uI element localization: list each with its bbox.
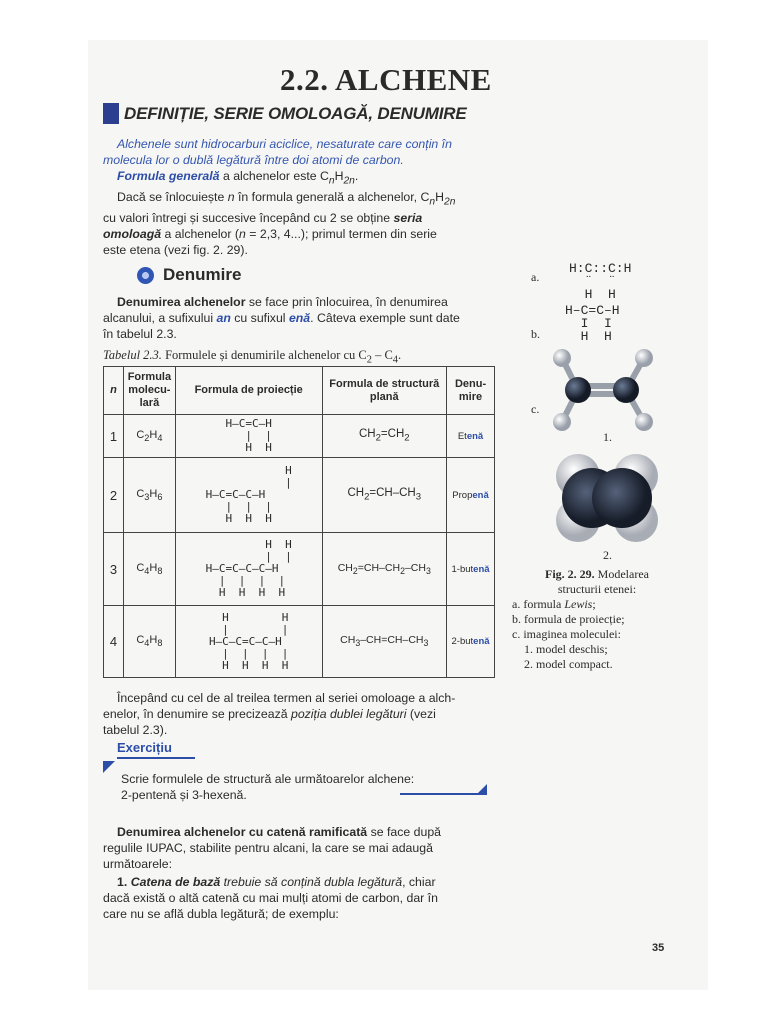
table-row [104, 606, 495, 678]
exercise-heading: Exercițiu [117, 740, 172, 755]
paragraph-ramificata: Denumirea alchenelor cu catenă ramificată se face după regulile IUPAC, stabilite pentru alcani, la care se mai adaugă următoarele: 1. Catena de bază trebuie să conțină dubla legătură, chiar dacă există o altă catenă cu mai mulți atomi de carbon, dar în care nu se află dubla legătură; de exemplu: [103, 825, 441, 921]
section-marker [103, 103, 119, 124]
alkene-table [103, 366, 495, 678]
cell-molecular-formula: $C_3H_6$ [123, 458, 175, 533]
col-n: n [104, 367, 124, 415]
hydrogen-atom [635, 349, 653, 367]
section-heading [103, 103, 466, 124]
projection-formula: H–C=C–H I I H H [565, 303, 620, 344]
cell-name: 2-butenă [447, 606, 495, 678]
cell-molecular-formula: $C_4H_8$ [123, 606, 175, 678]
cell-plane-formula: $CH_2=CH-CH_2-CH_3$ [322, 533, 447, 606]
cell-plane-formula: $CH_3-CH=CH-CH_3$ [322, 606, 447, 678]
figure-caption: Fig. 2. 29. Modelarea structurii etenei: a. formula Lewis; b. formula de proiecție; c. imaginea moleculei: 1. model deschis; 2. model compact. [512, 567, 649, 671]
table-row [104, 415, 495, 458]
page-number: 35 [652, 942, 665, 954]
label-c: c. [531, 402, 540, 416]
exercise-text: Scrie formulele de structură ale următoarelor alchene: 2-pentenă și 3-hexenă. [121, 772, 415, 802]
cell-name: 1-butenă [447, 533, 495, 606]
exercise-end-line [400, 793, 486, 795]
cell-plane-formula: $CH_2=CH-CH_3$ [322, 458, 447, 533]
cell-n: 1 [104, 415, 124, 458]
table-row [104, 533, 495, 606]
cell-projection-formula: H | H—C=C—C—H | | | H H H [175, 458, 322, 533]
section-title: DEFINIȚIE, SERIE OMOLOAGĂ, DENUMIRE [124, 103, 467, 123]
general-formula: Formula generală a alchenelor este $C_nH_{2n}$. [117, 169, 359, 187]
col-denumire: Denu-mire [447, 367, 495, 415]
definition: Alchenele sunt hidrocarburi aciclice, nesaturate care conțin în molecula lor o dublă legătură între doi atomi de carbon. [103, 137, 452, 167]
hydrogen-atom [553, 413, 571, 431]
label-b: b. [531, 327, 540, 341]
paragraph-denumire: Denumirea alchenelor se face prin înlocuirea, în denumirea alcanului, a sufixului an cu sufixul enă. Câteva exemple sunt date în tabelul 2.3. [103, 295, 460, 341]
exercise-underline [117, 757, 195, 759]
open-model [540, 340, 670, 440]
carbon-sphere [592, 468, 652, 528]
cell-name: Etenă [447, 415, 495, 458]
label-1: 1. [603, 430, 612, 444]
cell-plane-formula: $CH_2=CH_2$ [322, 415, 447, 458]
col-structura-plana: Formula de structură plană [322, 367, 447, 415]
table-row [104, 458, 495, 533]
cell-n: 2 [104, 458, 124, 533]
cell-molecular-formula: $C_2H_4$ [123, 415, 175, 458]
bullet-icon [137, 267, 154, 284]
exercise-corner-marker [103, 761, 115, 773]
col-formula-moleculara: Formula molecu-lară [123, 367, 175, 415]
label-2: 2. [603, 548, 612, 562]
cell-n: 4 [104, 606, 124, 678]
paragraph-serie: Dacă se înlocuiește n în formula generală a alchenelor, $C_nH_{2n}$ cu valori întregi și succesive începând cu 2 se obține seria omoloagă a alchenelor (n = 2,3, 4...); primul termen din serie este etena (vezi fig. 2. 29). [103, 190, 456, 258]
lewis-formula: H:C::C:H ¨ ¨ H H [569, 261, 632, 302]
hydrogen-atom [553, 349, 571, 367]
compact-model [548, 452, 666, 544]
exercise-end-marker [476, 784, 487, 795]
label-a: a. [531, 270, 540, 284]
cell-projection-formula: H H | | H—C=C—C—C—H | | | | H H H H [175, 533, 322, 606]
cell-projection-formula: H—C=C—H | | H H [175, 415, 322, 458]
carbon-atom [613, 377, 639, 403]
col-formula-proiectie: Formula de proiecție [175, 367, 322, 415]
chapter-title: 2.2. ALCHENE [280, 62, 492, 97]
carbon-atom [565, 377, 591, 403]
subheading-denumire: Denumire [137, 265, 241, 285]
cell-molecular-formula: $C_4H_8$ [123, 533, 175, 606]
hydrogen-atom [635, 413, 653, 431]
cell-projection-formula: H H | | H—C—C=C—C—H | | | | H H H H [175, 606, 322, 678]
paragraph-pozitie: Începând cu cel de al treilea termen al seriei omoloage a alch- enelor, în denumire se precizează poziția dublei legături (vezi tabelul 2.3). [103, 691, 456, 737]
table-caption: Tabelul 2.3. Formulele și denumirile alchenelor cu $C_2 - C_4$. [103, 348, 402, 366]
cell-n: 3 [104, 533, 124, 606]
cell-name: Propenă [447, 458, 495, 533]
